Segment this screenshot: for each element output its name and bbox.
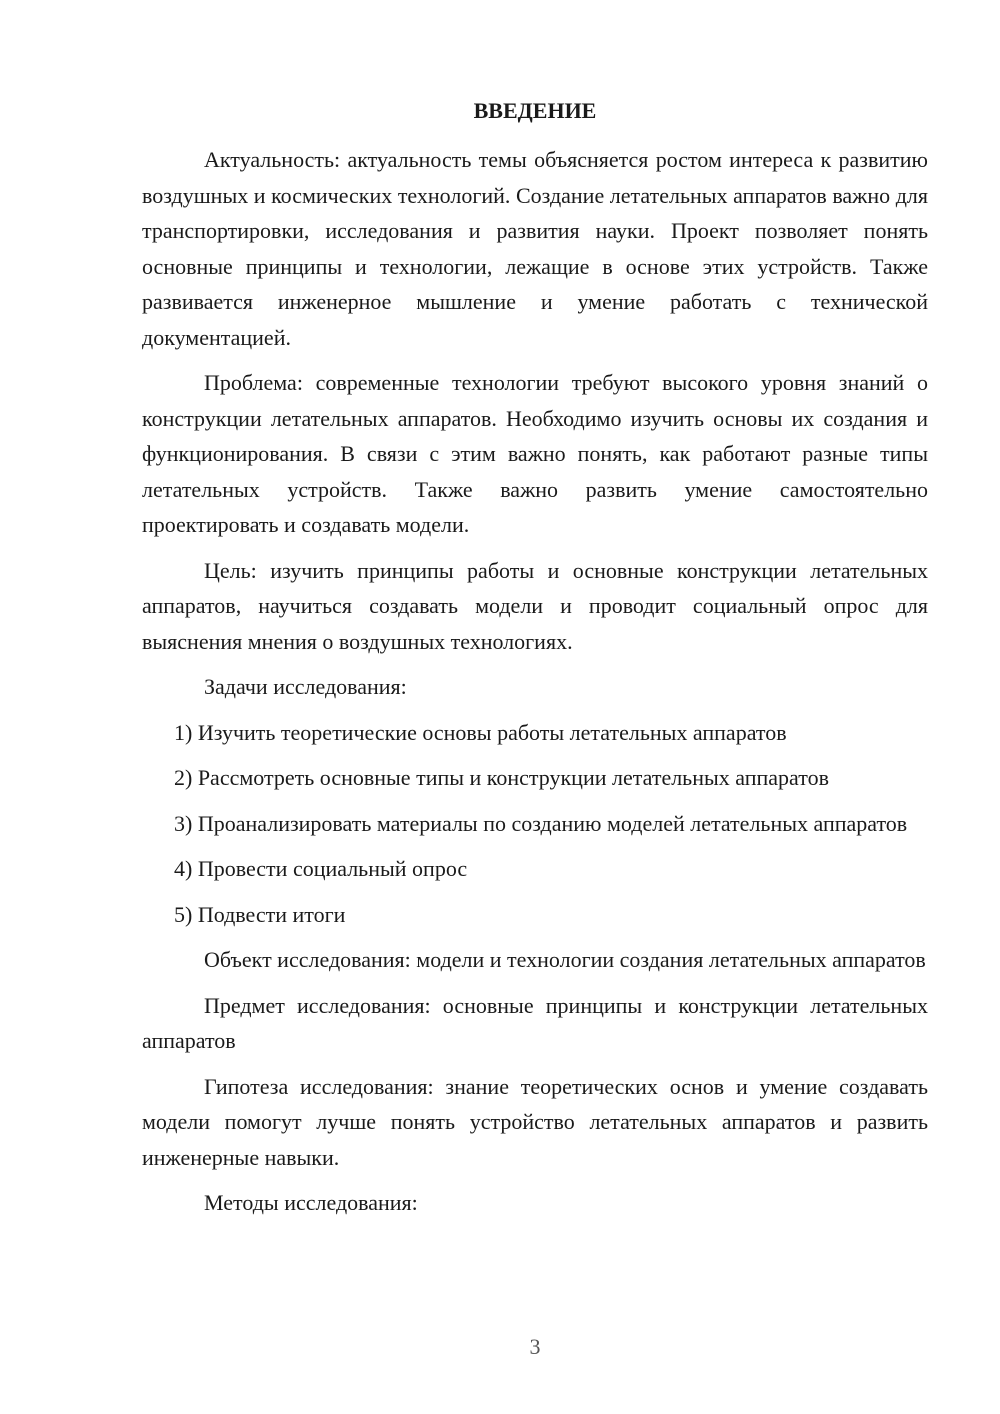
paragraph-object: Объект исследования: модели и технологии создания летательных аппаратов (204, 947, 926, 972)
paragraph-tasks-heading: Задачи исследования: (204, 674, 407, 699)
paragraph-problem: Проблема: современные технологии требуют высокого уровня знаний о конструкции летательных аппаратов. Необходимо изучить основы их создания и функционирования. В связи с этим важно понять, как работают разные типы летательных устройств. Также важно развить умение самостоятельно проектировать и создавать модели. (142, 370, 928, 537)
task-item-2: 2) Рассмотреть основные типы и конструкции летательных аппаратов (174, 765, 829, 790)
task-item-3: 3) Проанализировать материалы по созданию моделей летательных аппаратов (174, 810, 908, 836)
paragraph-subject: Предмет исследования: основные принципы и конструкции летательных аппаратов (142, 992, 928, 1053)
task-item-5: 5) Подвести итоги (174, 901, 346, 927)
document-page (142, 0, 928, 1414)
paragraph-methods-heading: Методы исследования: (204, 1190, 418, 1215)
page-title: ВВЕДЕНИЕ (473, 98, 597, 123)
task-item-1: 1) Изучить теоретические основы работы летательных аппаратов (174, 719, 787, 745)
paragraph-goal: Цель: изучить принципы работы и основные конструкции летательных аппаратов, научиться создавать модели и проводит социальный опрос для выяснения мнения о воздушных технологиях. (142, 557, 928, 654)
page-number: 3 (529, 1334, 541, 1359)
document-body (142, 142, 928, 1231)
paragraph-hypothesis: Гипотеза исследования: знание теоретических основ и умение создавать модели помогут лучше понять устройство летательных аппаратов и развить инженерные навыки. (142, 1073, 928, 1170)
paragraph-relevance: Актуальность: актуальность темы объясняется ростом интереса к развитию воздушных и космических технологий. Создание летательных аппаратов важно для транспортировки, исследования и развития науки. Проект позволяет понять основные принципы и технологии, лежащие в основе этих устройств. Также развивается инженерное мышление и умение работать с технической документацией. (142, 147, 928, 350)
task-item-4: 4) Провести социальный опрос (174, 856, 468, 881)
